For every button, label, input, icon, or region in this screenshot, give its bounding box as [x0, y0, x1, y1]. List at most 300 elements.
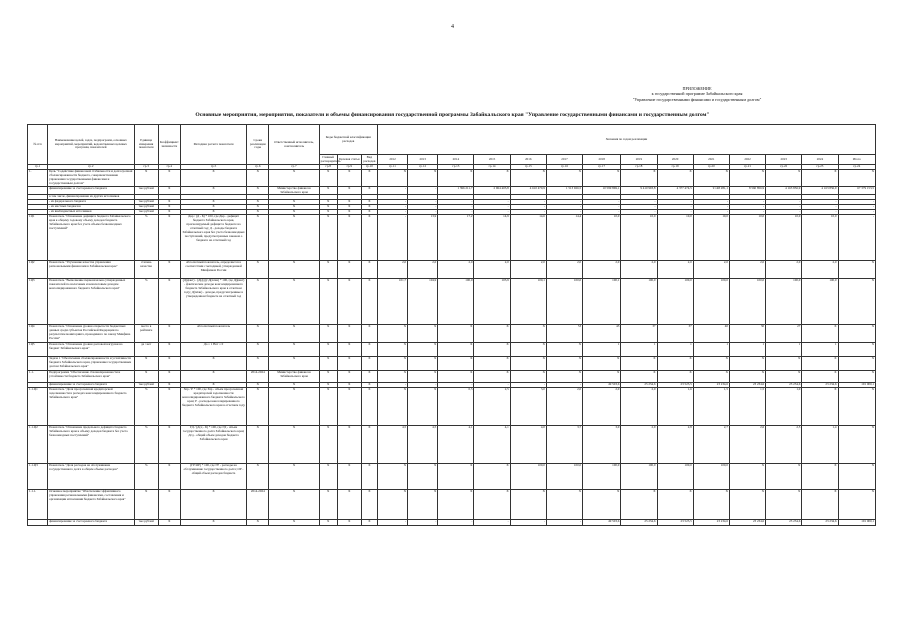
row-value-2022: -: [729, 210, 765, 215]
row-value-2015: X: [474, 325, 510, 343]
row-unit: тыс.рублей: [134, 520, 158, 526]
row-kbk-a: X: [319, 357, 337, 371]
row-kbk-b: X: [337, 371, 361, 383]
row-unit: %: [134, 426, 158, 464]
row-kbk-c: X: [361, 388, 377, 426]
row-value-2022: 8 560 856,9: [729, 186, 765, 195]
row-value-2015: -: [474, 383, 510, 388]
row-method: X: [180, 490, 246, 520]
row-value-Итого: X: [838, 388, 875, 426]
row-kbk-b: X: [337, 279, 361, 325]
row-value-2014: 0,5: [438, 388, 474, 426]
row-term: 2014-2024: [247, 371, 269, 383]
row-value-Итого: X: [838, 464, 875, 490]
row-number: 1.1.: [28, 371, 48, 383]
row-coef: X: [158, 215, 180, 261]
row-number: 1Ц4: [28, 325, 48, 343]
row-method: Абсолютный показатель, определяется в соответствии с методикой, утвержденной Минфином России: [180, 261, 246, 279]
row-coef: X: [158, 186, 180, 195]
row-number: [28, 357, 48, 371]
row-responsible: X: [269, 388, 319, 426]
row-value-2024: -: [802, 210, 838, 215]
row-value-2016: X: [510, 490, 546, 520]
row-kbk-c: X: [361, 279, 377, 325]
row-coef: X: [158, 343, 180, 357]
row-coef: X: [158, 371, 180, 383]
row-method: ГД / (Дсд - Б) * 100, где ГД - объем государственного долга Забайкальского края; Дсд - общий объем доходов бюджета Забайкальского края: [180, 426, 246, 464]
row-value-2015: 103,9: [474, 279, 510, 325]
row-value-Итого: 67 379 153,5: [838, 186, 875, 195]
row-number: 1Ц5: [28, 343, 48, 357]
row-value-2021: -: [693, 205, 729, 210]
row-number: [28, 186, 48, 195]
row-value-2012: X: [377, 490, 407, 520]
row-value-2017: 100,0: [546, 279, 582, 325]
row-value-2023: X: [766, 371, 802, 383]
row-value-2018: X: [583, 490, 621, 520]
row-value-2016: X: [510, 357, 546, 371]
row-kbk-b: X: [337, 170, 361, 187]
page-number: 4: [451, 24, 454, 30]
row-value-2019: 25 234,6: [621, 383, 657, 388]
row-value-2014: -: [438, 383, 474, 388]
header-unit: Единица измерения показателя: [134, 125, 158, 165]
row-value-2023: 1: [766, 343, 802, 357]
row-value-2024: X: [802, 464, 838, 490]
row-value-2015: X: [474, 170, 510, 187]
row-value-2017: 53: [546, 325, 582, 343]
row-responsible: X: [269, 200, 319, 205]
row-value-2021: 23 234,6: [693, 520, 729, 526]
row-value-Итого: -: [838, 215, 875, 261]
row-coef: X: [158, 520, 180, 526]
row-value-2015: -: [474, 520, 510, 526]
row-value-2019: 100,0: [621, 464, 657, 490]
row-name: Показатель "Доля расходов на обслуживание государственного долга в общем объеме расходов": [48, 464, 134, 490]
row-value-2012: -: [377, 205, 407, 210]
header-year-4: 2016: [510, 155, 546, 165]
row-name: Показатель "Отношение уровня открытости бюджетных данных среди субъектов Российской Федерации по результатам мониторинга, проводимого по заказу Минфина России": [48, 325, 134, 343]
row-kbk-c: X: [361, 490, 377, 520]
row-value-2018: 2,0: [583, 388, 621, 426]
row-kbk-b: X: [337, 520, 361, 526]
row-value-2017: X: [546, 170, 582, 187]
row-method: X: [180, 210, 246, 215]
row-value-2024: 100,0: [802, 279, 838, 325]
row-responsible: X: [269, 357, 319, 371]
row-value-2018: 49 503,6: [583, 383, 621, 388]
row-term: X: [247, 210, 269, 215]
row-value-2024: 23 234,6: [802, 520, 838, 526]
row-term: X: [247, 261, 269, 279]
row-term: X: [247, 186, 269, 195]
row-value-2015: 2 964 403,8: [474, 186, 510, 195]
row-value-2022: X: [729, 490, 765, 520]
row-value-2016: 14,6: [510, 215, 546, 261]
row-value-2013: -: [408, 520, 438, 526]
row-value-Итого: -: [838, 200, 875, 205]
row-value-2024: X: [802, 357, 838, 371]
row-method: Зпр / Р * 100, где Зпр - объем просроченной кредиторской задолженности консолидированного бюджета Забайкальского края; Р - расходы консолидированного бюджета Забайкальского края в отчетном году: [180, 388, 246, 426]
row-responsible: X: [269, 520, 319, 526]
row-value-2016: -: [510, 200, 546, 205]
column-number: гр.18: [621, 165, 657, 170]
row-value-2019: 100,0: [621, 279, 657, 325]
row-value-2019: X: [621, 357, 657, 371]
row-method: X: [180, 205, 246, 210]
row-kbk-a: X: [319, 490, 337, 520]
row-value-2024: 10,0: [802, 215, 838, 261]
row-responsible: Министерство финансов Забайкальского края: [269, 371, 319, 383]
row-unit: тыс.рублей: [134, 205, 158, 210]
row-value-2019: 9 410 993,8: [621, 186, 657, 195]
row-kbk-c: X: [361, 520, 377, 526]
row-value-2018: 49 503,6: [583, 520, 621, 526]
row-term: X: [247, 464, 269, 490]
row-value-2012: -: [377, 215, 407, 261]
row-value-2019: X: [621, 371, 657, 383]
row-value-2024: X: [802, 490, 838, 520]
row-number: 1.1.Ц2: [28, 426, 48, 464]
row-number: 1Ц2: [28, 261, 48, 279]
row-value-2024: 23 234,6: [802, 383, 838, 388]
row-kbk-a: X: [319, 426, 337, 464]
row-method: X: [180, 383, 246, 388]
row-coef: X: [158, 210, 180, 215]
row-value-2023: X: [766, 357, 802, 371]
header-year-2: 2014: [438, 155, 474, 165]
row-term: X: [247, 205, 269, 210]
header-year-0: 2012: [377, 155, 407, 165]
row-value-2021: 100,0: [693, 464, 729, 490]
row-value-2016: -: [510, 205, 546, 210]
row-responsible: X: [269, 170, 319, 187]
header-year-9: 2021: [693, 155, 729, 165]
row-value-2020: 23 523,5: [657, 520, 693, 526]
row-value-2022: X: [729, 464, 765, 490]
row-value-2013: 13,9: [408, 215, 438, 261]
row-kbk-a: X: [319, 343, 337, 357]
row-name: Показатель "Отношение предельного дефицита бюджета Забайкальского края к объему доходов бюджета без учета безвозмездных поступлений": [48, 426, 134, 464]
row-value-2021: X: [693, 371, 729, 383]
row-value-2023: 1,0: [766, 388, 802, 426]
row-value-2013: X: [408, 170, 438, 187]
column-number: гр.24: [838, 165, 875, 170]
table-row: [28, 520, 876, 526]
row-value-2014: -: [438, 210, 474, 215]
row-value-2018: X: [583, 357, 621, 371]
header-method: Методика расчета показателя: [180, 125, 246, 165]
row-kbk-c: X: [361, 371, 377, 383]
row-value-2018: 3,0: [583, 426, 621, 464]
row-value-2015: -: [474, 200, 510, 205]
row-kbk-c: X: [361, 383, 377, 388]
row-kbk-a: X: [319, 464, 337, 490]
row-kbk-b: X: [337, 261, 361, 279]
row-coef: X: [158, 170, 180, 187]
row-coef: X: [158, 426, 180, 464]
row-coef: X: [158, 205, 180, 210]
header-term: Сроки реализации годы: [247, 125, 269, 165]
row-value-2024: -: [802, 205, 838, 210]
row-value-2020: 100,0: [657, 464, 693, 490]
column-number: гр.8: [319, 165, 337, 170]
table-row: [28, 186, 876, 195]
row-value-2018: -: [583, 205, 621, 210]
row-value-2016: 2,0: [510, 261, 546, 279]
row-value-2018: 100,0: [583, 464, 621, 490]
row-name: Показатель "Доля просроченной кредиторской задолженности в расходах консолидированного бюджета Забайкальского края": [48, 388, 134, 426]
row-value-2013: X: [408, 371, 438, 383]
header-name: Наименование целей, задач, подпрограмм, основных мероприятий, мероприятий, ведомственных целевых программ, показателей: [48, 125, 134, 165]
row-method: X: [180, 200, 246, 205]
row-value-2016: X: [510, 371, 546, 383]
row-name: Показатель "Улучшение качества управления региональными финансами в Забайкальском крае": [48, 261, 134, 279]
row-value-2016: 4 610 470,9: [510, 186, 546, 195]
row-responsible: X: [269, 325, 319, 343]
row-coef: X: [158, 325, 180, 343]
row-value-2013: -: [408, 200, 438, 205]
row-kbk-c: X: [361, 200, 377, 205]
row-value-2015: X: [474, 343, 510, 357]
row-kbk-c: X: [361, 205, 377, 210]
row-value-2018: 10 599 869,1: [583, 186, 621, 195]
row-term: X: [247, 520, 269, 526]
table-row: [28, 325, 876, 343]
header-year-5: 2017: [546, 155, 582, 165]
header-year-8: 2020: [657, 155, 693, 165]
row-kbk-b: X: [337, 205, 361, 210]
row-kbk-b: X: [337, 325, 361, 343]
row-unit: X: [134, 357, 158, 371]
row-value-2014: -: [438, 520, 474, 526]
table-row: [28, 279, 876, 325]
header-year-7: 2019: [621, 155, 657, 165]
row-value-2017: -: [546, 205, 582, 210]
row-kbk-c: X: [361, 170, 377, 187]
row-value-2022: X: [729, 371, 765, 383]
row-value-2013: X: [408, 388, 438, 426]
row-value-2024: -: [802, 200, 838, 205]
row-value-Итого: X: [838, 426, 875, 464]
row-unit: %: [134, 388, 158, 426]
row-method: (ГР/ОР) * 100, где ГР - расходы на обслуживание государственного долга; ОР - общий объем расходов бюджета: [180, 464, 246, 490]
row-value-2018: -: [583, 210, 621, 215]
row-value-2018: -: [583, 200, 621, 205]
column-number: гр.1: [28, 165, 48, 170]
row-kbk-c: X: [361, 343, 377, 357]
row-value-2014: 2,0: [438, 261, 474, 279]
row-value-2016: 100,0: [510, 464, 546, 490]
column-number: гр.10: [361, 165, 377, 170]
row-value-2016: -: [510, 210, 546, 215]
row-value-2013: X: [408, 464, 438, 490]
column-number: гр.2: [48, 165, 134, 170]
row-value-2014: 4,1: [438, 426, 474, 464]
row-kbk-a: X: [319, 383, 337, 388]
row-value-2013: -: [408, 210, 438, 215]
row-value-2023: 10,0: [766, 215, 802, 261]
row-value-2020: X: [657, 170, 693, 187]
column-number: гр.22: [766, 165, 802, 170]
row-value-2018: 100,1: [583, 279, 621, 325]
row-kbk-b: X: [337, 464, 361, 490]
row-value-2019: -: [621, 200, 657, 205]
row-kbk-b: X: [337, 215, 361, 261]
row-value-Итого: X: [838, 490, 875, 520]
row-number: 1Ц1: [28, 215, 48, 261]
row-term: X: [247, 357, 269, 371]
header-coef: Коэффициент значимости: [158, 125, 180, 165]
row-value-2020: -: [657, 200, 693, 205]
row-unit: X: [134, 371, 158, 383]
header-year-11: 2023: [766, 155, 802, 165]
row-kbk-c: X: [361, 325, 377, 343]
row-value-2018: X: [583, 371, 621, 383]
row-value-2024: X: [802, 371, 838, 383]
row-value-2022: X: [729, 170, 765, 187]
column-number: гр.23: [802, 165, 838, 170]
row-value-2017: 2,0: [546, 261, 582, 279]
row-value-2012: X: [377, 464, 407, 490]
row-name: Цель "Содействие финансовой стабильности и долгосрочной сбалансированности бюджета, совершенствование управления государственными финансами и государственным долгом": [49, 169, 133, 185]
row-kbk-a: X: [319, 186, 337, 195]
table-row: [28, 357, 876, 371]
row-value-Итого: X: [838, 371, 875, 383]
row-name: Показатель "Отношение уровня долговой нагрузки на бюджет Забайкальского края": [48, 343, 134, 357]
row-kbk-c: X: [361, 357, 377, 371]
row-value-2014: X: [438, 325, 474, 343]
row-value-2023: 23 234,6: [766, 383, 802, 388]
row-value-2023: 2,5: [766, 426, 802, 464]
row-value-2019: 37: [621, 325, 657, 343]
row-value-2012: 2,0: [377, 261, 407, 279]
row-term: X: [247, 279, 269, 325]
row-kbk-c: X: [361, 426, 377, 464]
row-value-2023: X: [766, 490, 802, 520]
row-value-2013: 104,9: [408, 279, 438, 325]
row-value-2017: -: [546, 200, 582, 205]
table-row: [28, 343, 876, 357]
row-value-2023: -: [766, 210, 802, 215]
row-value-2016: 4,0: [510, 426, 546, 464]
column-number: гр.3: [134, 165, 158, 170]
row-kbk-a: X: [319, 520, 337, 526]
row-unit: тыс.рублей: [134, 186, 158, 195]
row-kbk-a: X: [319, 215, 337, 261]
row-number: 1.1.1.: [28, 490, 48, 520]
document-title: Основные мероприятия, мероприятия, показатели и объемы финансирования государственной программы Забайкальского края "Управление государственными финансами и государственным долгом": [195, 112, 710, 118]
row-value-2023: 27: [766, 325, 802, 343]
row-value-2021: 10,0: [693, 215, 729, 261]
column-number: гр.16: [546, 165, 582, 170]
row-value-2015: 14,9: [474, 215, 510, 261]
row-value-2016: -: [510, 383, 546, 388]
row-value-2018: X: [583, 170, 621, 187]
row-kbk-c: X: [361, 210, 377, 215]
row-value-2016: X: [510, 343, 546, 357]
column-number: гр.15: [510, 165, 546, 170]
row-value-2017: -: [546, 383, 582, 388]
row-kbk-b: X: [337, 186, 361, 195]
row-value-2022: 100,0: [729, 279, 765, 325]
row-value-2020: 1,6: [657, 388, 693, 426]
row-unit: %: [134, 279, 158, 325]
row-number: 1Ц3: [28, 279, 48, 325]
row-value-2020: 1: [657, 343, 693, 357]
row-value-2018: 1: [583, 343, 621, 357]
row-value-2017: 1 513 926,5: [546, 186, 582, 195]
row-value-2022: 2,0: [729, 261, 765, 279]
row-value-2014: X: [438, 343, 474, 357]
column-number: гр.4: [158, 165, 180, 170]
row-value-2023: -: [766, 205, 802, 210]
row-value-2023: 4 163 856,9: [766, 186, 802, 195]
row-name: Основное мероприятие "Обеспечение эффективного управления региональными финансами, составления и организации исполнения бюджета Забайкальского края": [48, 490, 134, 520]
row-unit: X: [134, 170, 158, 187]
row-method: X: [180, 170, 246, 187]
row-unit: да / нет: [134, 343, 158, 357]
row-value-2023: -: [766, 200, 802, 205]
table-row: [28, 215, 876, 261]
row-value-2019: 2,0: [621, 261, 657, 279]
row-responsible: X: [269, 343, 319, 357]
row-value-2024: 2,0: [802, 261, 838, 279]
row-value-2015: X: [474, 357, 510, 371]
row-value-2014: X: [438, 357, 474, 371]
row-value-2019: 2,9: [621, 426, 657, 464]
row-name: финансирование за счет краевого бюджета: [48, 383, 134, 388]
header-responsible: Ответственный исполнитель, соисполнитель: [269, 125, 319, 165]
row-value-2012: -: [377, 200, 407, 205]
row-term: X: [247, 388, 269, 426]
appendix-line-3: "Управление государственными финансами и государственным долгом": [632, 96, 762, 102]
row-term: 2014-2024: [247, 490, 269, 520]
header-year-12: 2024: [802, 155, 838, 165]
row-value-2019: 1: [621, 343, 657, 357]
row-value-2022: 1,5: [729, 388, 765, 426]
row-kbk-a: X: [319, 200, 337, 205]
row-unit: место в рейтинге: [134, 325, 158, 343]
appendix-header: [612, 86, 782, 102]
header-year-10: 2022: [729, 155, 765, 165]
row-kbk-c: X: [361, 186, 377, 195]
row-kbk-b: X: [337, 383, 361, 388]
row-value-2017: 3,7: [546, 426, 582, 464]
table-row: [28, 490, 876, 520]
row-value-2014: X: [438, 464, 474, 490]
row-unit: %: [134, 464, 158, 490]
row-unit: тыс.рублей: [134, 200, 158, 205]
row-value-2017: X: [546, 490, 582, 520]
row-name: в том числе, финансирование из других источников: [48, 195, 134, 200]
row-value-Итого: X: [838, 170, 875, 187]
column-number: гр.13: [438, 165, 474, 170]
column-number: гр.17: [583, 165, 621, 170]
row-coef: X: [158, 279, 180, 325]
row-value-2017: X: [546, 371, 582, 383]
row-value-2014: 17,2: [438, 215, 474, 261]
row-value-2021: -: [693, 200, 729, 205]
row-value-2017: -: [546, 520, 582, 526]
row-value-2016: 3,0: [510, 388, 546, 426]
row-coef: X: [158, 388, 180, 426]
row-value-2012: X: [377, 343, 407, 357]
header-kbk-group: Коды бюджетной классификации расходов: [319, 125, 377, 155]
row-value-2012: X: [377, 371, 407, 383]
row-value-2016: X: [510, 325, 546, 343]
row-method: X: [180, 371, 246, 383]
